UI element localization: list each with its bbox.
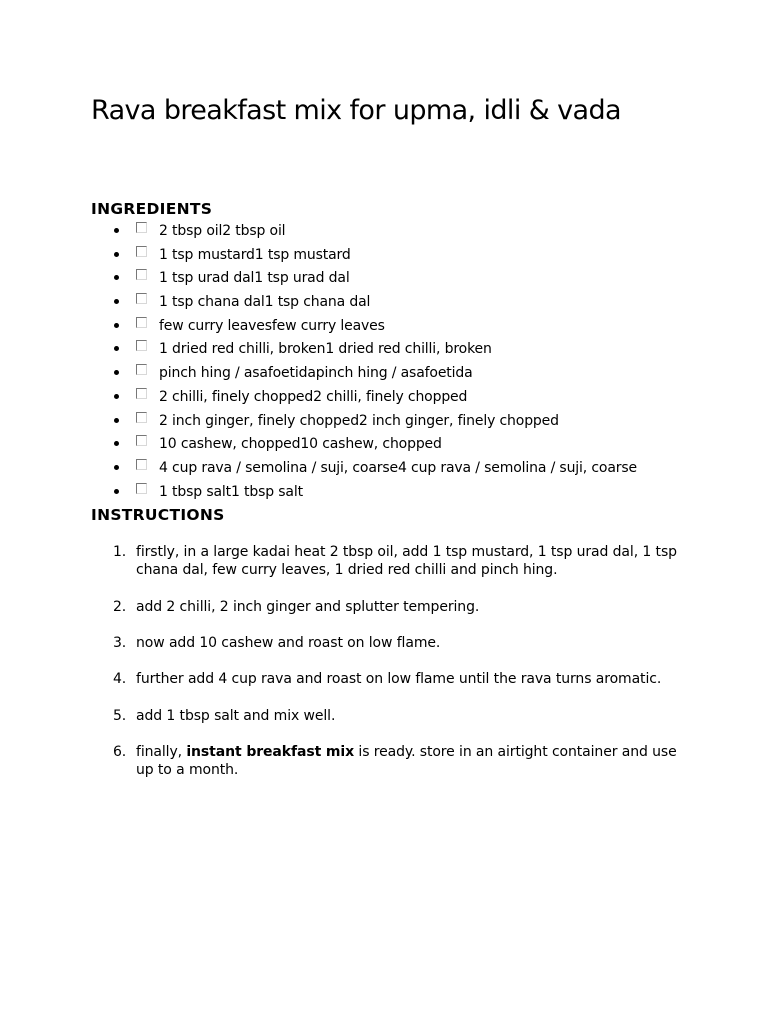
ingredient-label: 1 tsp urad dal1 tsp urad dal — [159, 270, 350, 287]
bullet-icon — [114, 394, 119, 399]
instruction-step — [0, 670, 768, 688]
instruction-step — [0, 634, 768, 652]
bullet-icon — [114, 418, 119, 423]
bullet-icon — [114, 275, 119, 280]
ingredient-label: few curry leavesfew curry leaves — [159, 317, 385, 334]
step-text — [136, 707, 684, 725]
ingredient-checkbox[interactable] — [136, 222, 147, 233]
ingredient-item — [0, 339, 700, 363]
ingredient-checkbox[interactable] — [136, 293, 147, 304]
bullet-icon — [114, 299, 119, 304]
ingredient-item — [0, 268, 700, 292]
ingredient-checkbox[interactable] — [136, 435, 147, 446]
ingredient-item — [0, 434, 700, 458]
step-text-segment: firstly, in a large kadai heat 2 tbsp oil, add 1 tsp mustard, 1 tsp urad dal, 1 tsp chana dal, few curry leaves, 1 dried red chilli and pinch hing. — [136, 544, 677, 579]
step-number: 6. — [113, 744, 127, 761]
ingredient-label: 1 tsp mustard1 tsp mustard — [159, 246, 351, 263]
ingredient-item — [0, 387, 700, 411]
ingredient-label: 10 cashew, chopped10 cashew, chopped — [159, 436, 442, 453]
bullet-icon — [114, 465, 119, 470]
ingredients-heading: INGREDIENTS — [91, 200, 213, 218]
instruction-step — [0, 707, 768, 725]
ingredient-checkbox[interactable] — [136, 412, 147, 423]
instruction-list — [0, 543, 768, 798]
ingredient-label: pinch hing / asafoetidapinch hing / asafoetida — [159, 365, 473, 382]
step-text — [136, 598, 684, 616]
ingredient-item — [0, 221, 700, 245]
step-number: 4. — [113, 671, 127, 688]
ingredient-checkbox[interactable] — [136, 483, 147, 494]
bullet-icon — [114, 489, 119, 494]
ingredient-label: 1 dried red chilli, broken1 dried red chilli, broken — [159, 341, 492, 358]
bullet-icon — [114, 346, 119, 351]
ingredient-label: 2 inch ginger, finely chopped2 inch ginger, finely chopped — [159, 412, 559, 429]
step-text-segment: finally, — [136, 744, 187, 761]
ingredient-item — [0, 245, 700, 269]
ingredient-item — [0, 482, 700, 506]
step-text-segment: add 1 tbsp salt and mix well. — [136, 707, 336, 724]
ingredient-label: 2 tbsp oil2 tbsp oil — [159, 223, 286, 239]
ingredient-item — [0, 292, 700, 316]
step-number: 1. — [113, 544, 127, 560]
ingredient-label: 4 cup rava / semolina / suji, coarse4 cup rava / semolina / suji, coarse — [159, 459, 637, 476]
step-text — [136, 634, 684, 652]
ingredient-label: 2 chilli, finely chopped2 chilli, finely chopped — [159, 388, 468, 405]
bullet-icon — [114, 370, 119, 375]
ingredient-label: 1 tbsp salt1 tbsp salt — [159, 483, 303, 500]
bullet-icon — [114, 323, 119, 328]
ingredient-checkbox[interactable] — [136, 269, 147, 280]
ingredient-checkbox[interactable] — [136, 246, 147, 257]
step-text — [136, 543, 684, 579]
step-text-segment: is ready. store in an airtight container and use up to a month. — [136, 744, 677, 779]
ingredient-checkbox[interactable] — [136, 364, 147, 375]
step-text-segment: now add 10 cashew and roast on low flame. — [136, 634, 441, 651]
step-text-segment: add 2 chilli, 2 inch ginger and splutter tempering. — [136, 598, 480, 615]
instructions-heading: INSTRUCTIONS — [91, 506, 225, 524]
ingredient-checkbox[interactable] — [136, 317, 147, 328]
ingredient-item — [0, 363, 700, 387]
page-title: Rava breakfast mix for upma, idli & vada — [91, 95, 621, 126]
step-number: 2. — [113, 598, 127, 615]
ingredient-list — [0, 221, 700, 505]
bullet-icon — [114, 252, 119, 257]
ingredient-item — [0, 458, 700, 482]
ingredient-checkbox[interactable] — [136, 388, 147, 399]
ingredient-checkbox[interactable] — [136, 459, 147, 470]
bullet-icon — [114, 441, 119, 446]
instruction-step — [0, 543, 768, 579]
ingredient-item — [0, 411, 700, 435]
instruction-step — [0, 743, 768, 779]
step-text — [136, 670, 684, 688]
step-emphasis: instant breakfast mix — [186, 744, 355, 761]
step-number: 5. — [113, 707, 127, 724]
bullet-icon — [114, 228, 119, 233]
step-number: 3. — [113, 634, 127, 651]
step-text-segment: further add 4 cup rava and roast on low flame until the rava turns aromatic. — [136, 671, 662, 688]
step-text — [136, 743, 684, 779]
ingredient-checkbox[interactable] — [136, 340, 147, 351]
instruction-step — [0, 598, 768, 616]
ingredient-item — [0, 316, 700, 340]
ingredient-label: 1 tsp chana dal1 tsp chana dal — [159, 294, 371, 311]
